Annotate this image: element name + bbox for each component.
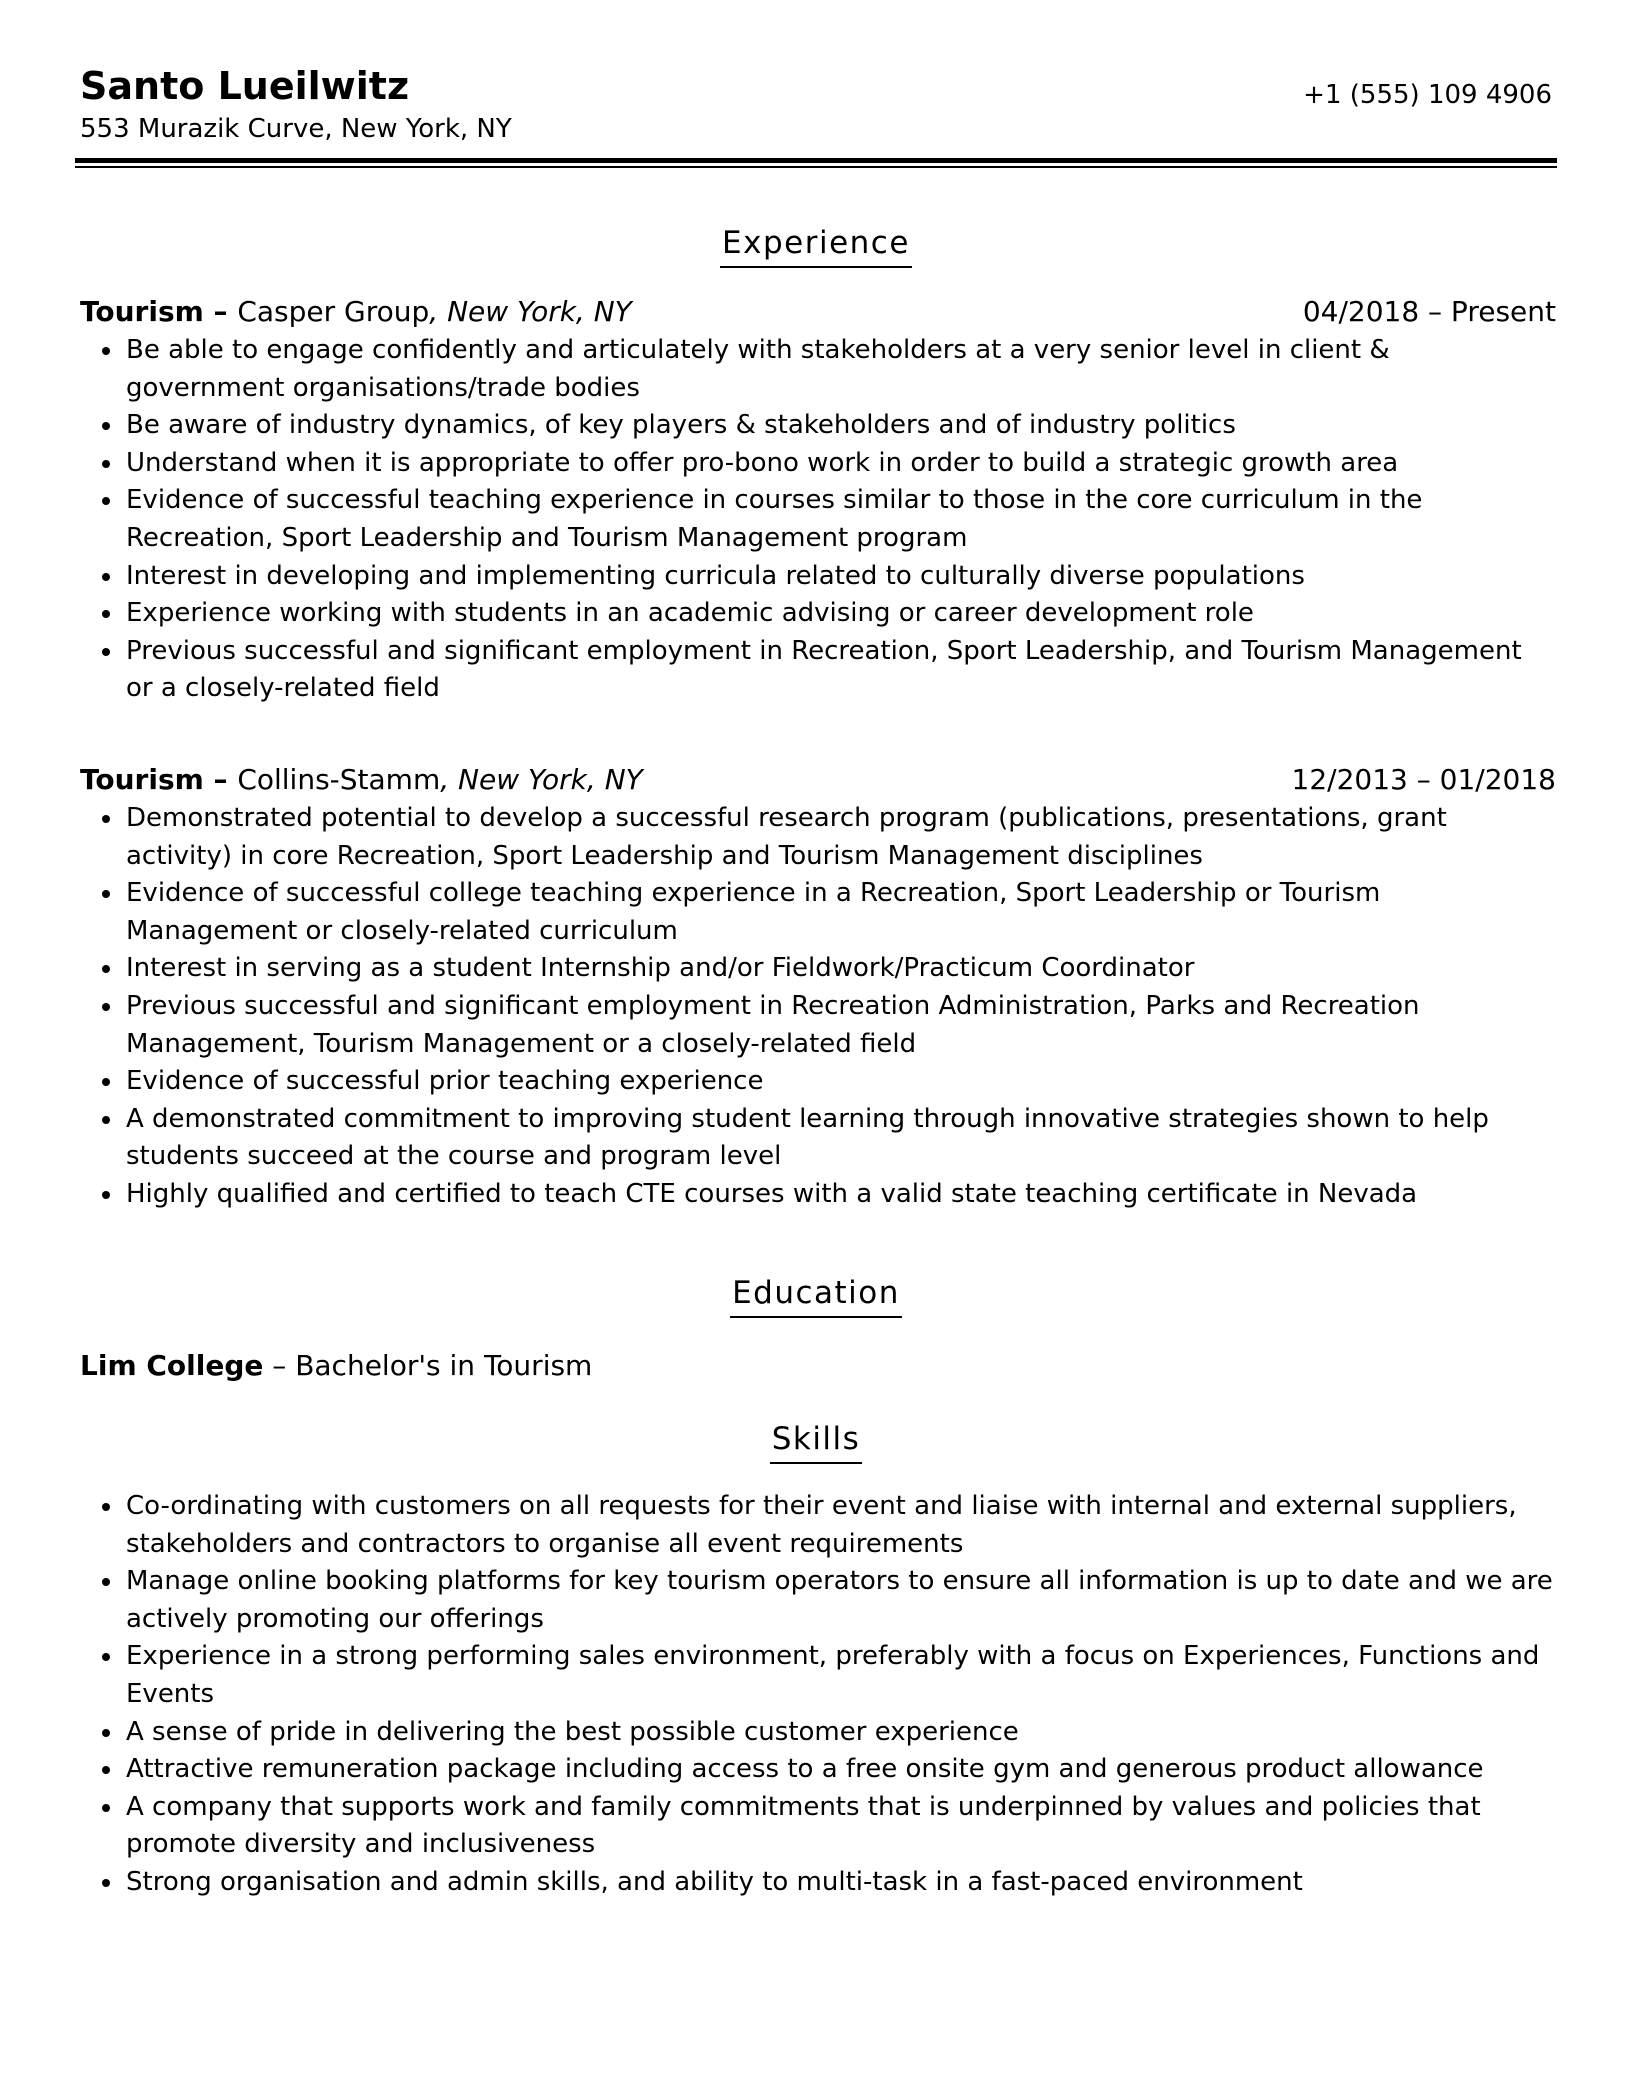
experience-heading-text: Experience (720, 222, 912, 268)
job-title: Tourism – (80, 763, 238, 796)
job-dates: 04/2018 – Present (1302, 295, 1556, 328)
list-item: Manage online booking platforms for key tourism operators to ensure all information is up to date and we are actively promoting our offerings (80, 1563, 1556, 1638)
job-entry (80, 292, 1556, 708)
list-item: A sense of pride in delivering the best possible customer experience (80, 1714, 1556, 1752)
list-item: A demonstrated commitment to improving student learning through innovative strategies shown to help students succeed at the course and program level (80, 1101, 1556, 1176)
job-title: Tourism – (80, 295, 238, 328)
skills-heading (0, 1418, 1632, 1464)
education-entry (80, 1346, 592, 1386)
education-separator: – (263, 1349, 296, 1382)
list-item: Demonstrated potential to develop a successful research program (publications, presentations, grant activity) in core Recreation, Sport Leadership and Tourism Management disciplines (80, 800, 1556, 875)
list-item: Evidence of successful prior teaching experience (80, 1063, 1556, 1101)
candidate-phone: +1 (555) 109 4906 (1303, 80, 1552, 110)
job-header (80, 292, 1556, 332)
list-item: Understand when it is appropriate to offer pro-bono work in order to build a strategic growth area (80, 445, 1556, 483)
education-heading (0, 1272, 1632, 1318)
job-dates: 12/2013 – 01/2018 (1291, 763, 1556, 796)
list-item: Experience working with students in an academic advising or career development role (80, 595, 1556, 633)
school-name: Lim College (80, 1349, 264, 1382)
list-item: Previous successful and significant employment in Recreation Administration, Parks and Recreation Management, Tourism Management or a closely-related field (80, 988, 1556, 1063)
job-location: , New York, NY (429, 295, 632, 328)
list-item: Evidence of successful teaching experience in courses similar to those in the core curriculum in the Recreation, Sport Leadership and Tourism Management program (80, 482, 1556, 557)
list-item: Co-ordinating with customers on all requests for their event and liaise with internal and external suppliers, stakeholders and contractors to organise all event requirements (80, 1488, 1556, 1563)
job-location: , New York, NY (440, 763, 643, 796)
list-item: Be able to engage confidently and articulately with stakeholders at a very senior level in client & government organisations/trade bodies (80, 332, 1556, 407)
skills-section (80, 1488, 1556, 1902)
skills-heading-text: Skills (770, 1418, 863, 1464)
skills-list (80, 1488, 1556, 1902)
list-item: Be aware of industry dynamics, of key players & stakeholders and of industry politics (80, 407, 1556, 445)
job-bullets (80, 800, 1556, 1214)
job-header (80, 760, 1556, 800)
header-divider-thin (75, 166, 1557, 168)
resume-header (80, 62, 1552, 152)
list-item: Interest in serving as a student Internship and/or Fieldwork/Practicum Coordinator (80, 950, 1556, 988)
experience-heading (0, 222, 1632, 268)
header-divider-thick (75, 158, 1557, 163)
education-heading-text: Education (730, 1272, 902, 1318)
job-company: Collins-Stamm (237, 763, 441, 796)
list-item: Strong organisation and admin skills, and ability to multi-task in a fast-paced environment (80, 1864, 1556, 1902)
list-item: A company that supports work and family commitments that is underpinned by values and policies that promote diversity and inclusiveness (80, 1789, 1556, 1864)
job-company: Casper Group (237, 295, 430, 328)
list-item: Previous successful and significant employment in Recreation, Sport Leadership, and Tourism Management or a closely-related field (80, 633, 1556, 708)
candidate-name: Santo Lueilwitz (80, 64, 410, 108)
degree-name: Bachelor's in Tourism (295, 1349, 593, 1382)
list-item: Interest in developing and implementing curricula related to culturally diverse populations (80, 558, 1556, 596)
job-bullets (80, 332, 1556, 708)
list-item: Attractive remuneration package including access to a free onsite gym and generous product allowance (80, 1751, 1556, 1789)
list-item: Experience in a strong performing sales environment, preferably with a focus on Experiences, Functions and Events (80, 1638, 1556, 1713)
candidate-address: 553 Murazik Curve, New York, NY (80, 114, 512, 144)
list-item: Evidence of successful college teaching experience in a Recreation, Sport Leadership or Tourism Management or closely-related curriculum (80, 875, 1556, 950)
job-entry (80, 760, 1556, 1214)
list-item: Highly qualified and certified to teach CTE courses with a valid state teaching certificate in Nevada (80, 1176, 1556, 1214)
